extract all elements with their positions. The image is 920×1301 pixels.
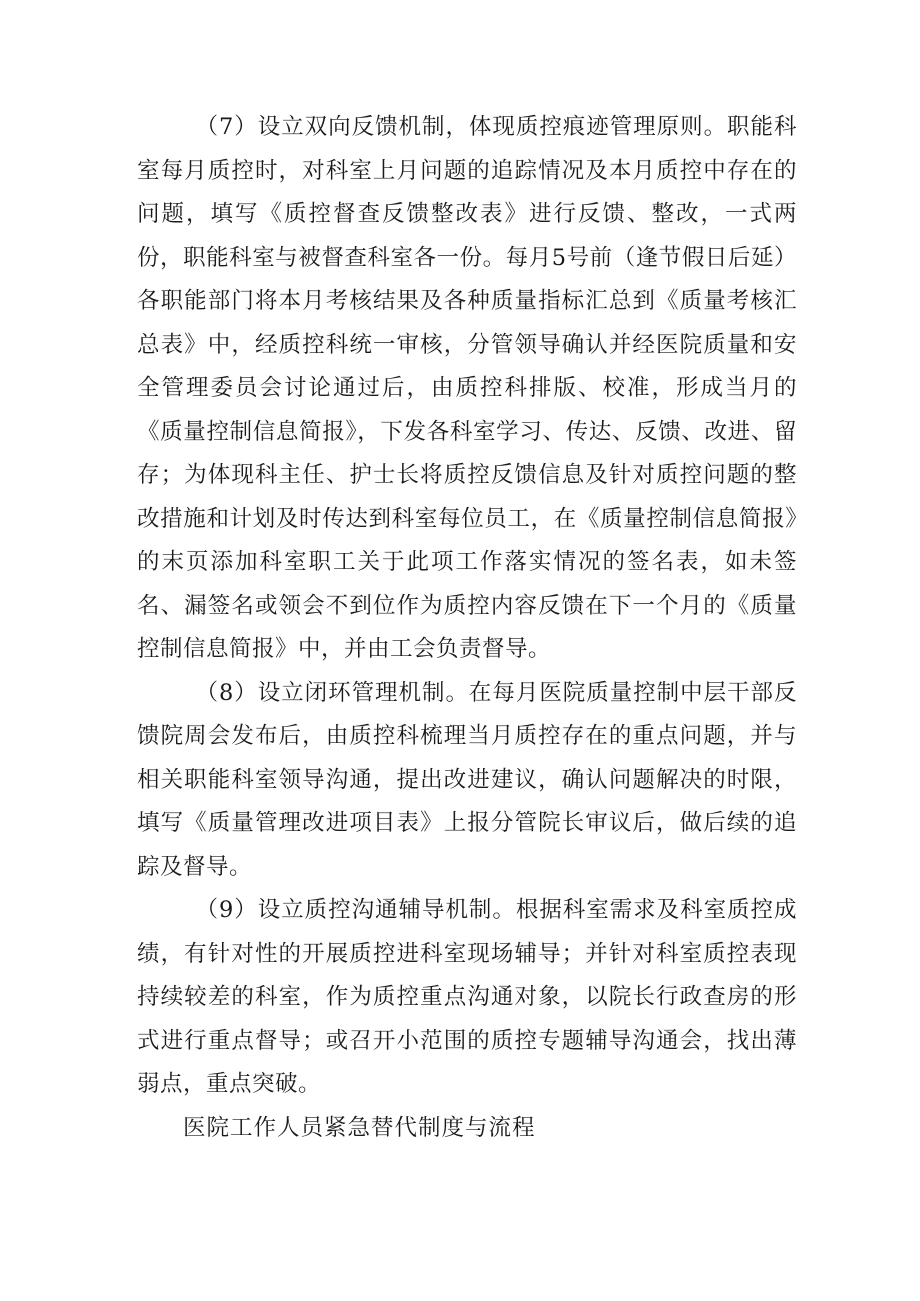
paragraph-7: （7）设立双向反馈机制，体现质控痕迹管理原则。职能科室每月质控时，对科室上月问题的追踪情况及本月质控中存在的问题，填写《质控督查反馈整改表》进行反馈、整改，一式两份，职能科室与被督查科室各一份。每月5号前（逢节假日后延）各职能部门将本月考核结果及各种质量指标汇总到《质量考核汇总表》中，经质控科统一审核，分管领导确认并经医院质量和安全管理委员会讨论通过后，由质控科排版、校准，形成当月的《质量控制信息简报》，下发各科室学习、传达、反馈、改进、留存；为体现科主任、护士长将质控反馈信息及针对质控问题的整改措施和计划及时传达到科室每位员工，在《质量控制信息简报》的末页添加科室职工关于此项工作落实情况的签名表，如未签名、漏签名或领会不到位作为质控内容反馈在下一个月的《质量控制信息简报》中，并由工会负责督导。 (137, 114, 797, 662)
paragraph-9: （9）设立质控沟通辅导机制。根据科室需求及科室质控成绩，有针对性的开展质控进科室现场辅导；并针对科室质控表现持续较差的科室，作为质控重点沟通对象，以院长行政查房的形式进行重点督导；或召开小范围的质控专题辅导沟通会，找出薄弱点，重点突破。 (137, 897, 797, 1097)
paragraph-8: （8）设立闭环管理机制。在每月医院质量控制中层干部反馈院周会发布后，由质控科梳理当月质控存在的重点问题，并与相关职能科室领导沟通，提出改进建议，确认问题解决的时限，填写《质量管理改进项目表》上报分管院长审议后，做后续的追踪及督导。 (137, 679, 797, 880)
section-title: 医院工作人员紧急替代制度与流程 (183, 1114, 536, 1141)
document-body (137, 106, 797, 1150)
